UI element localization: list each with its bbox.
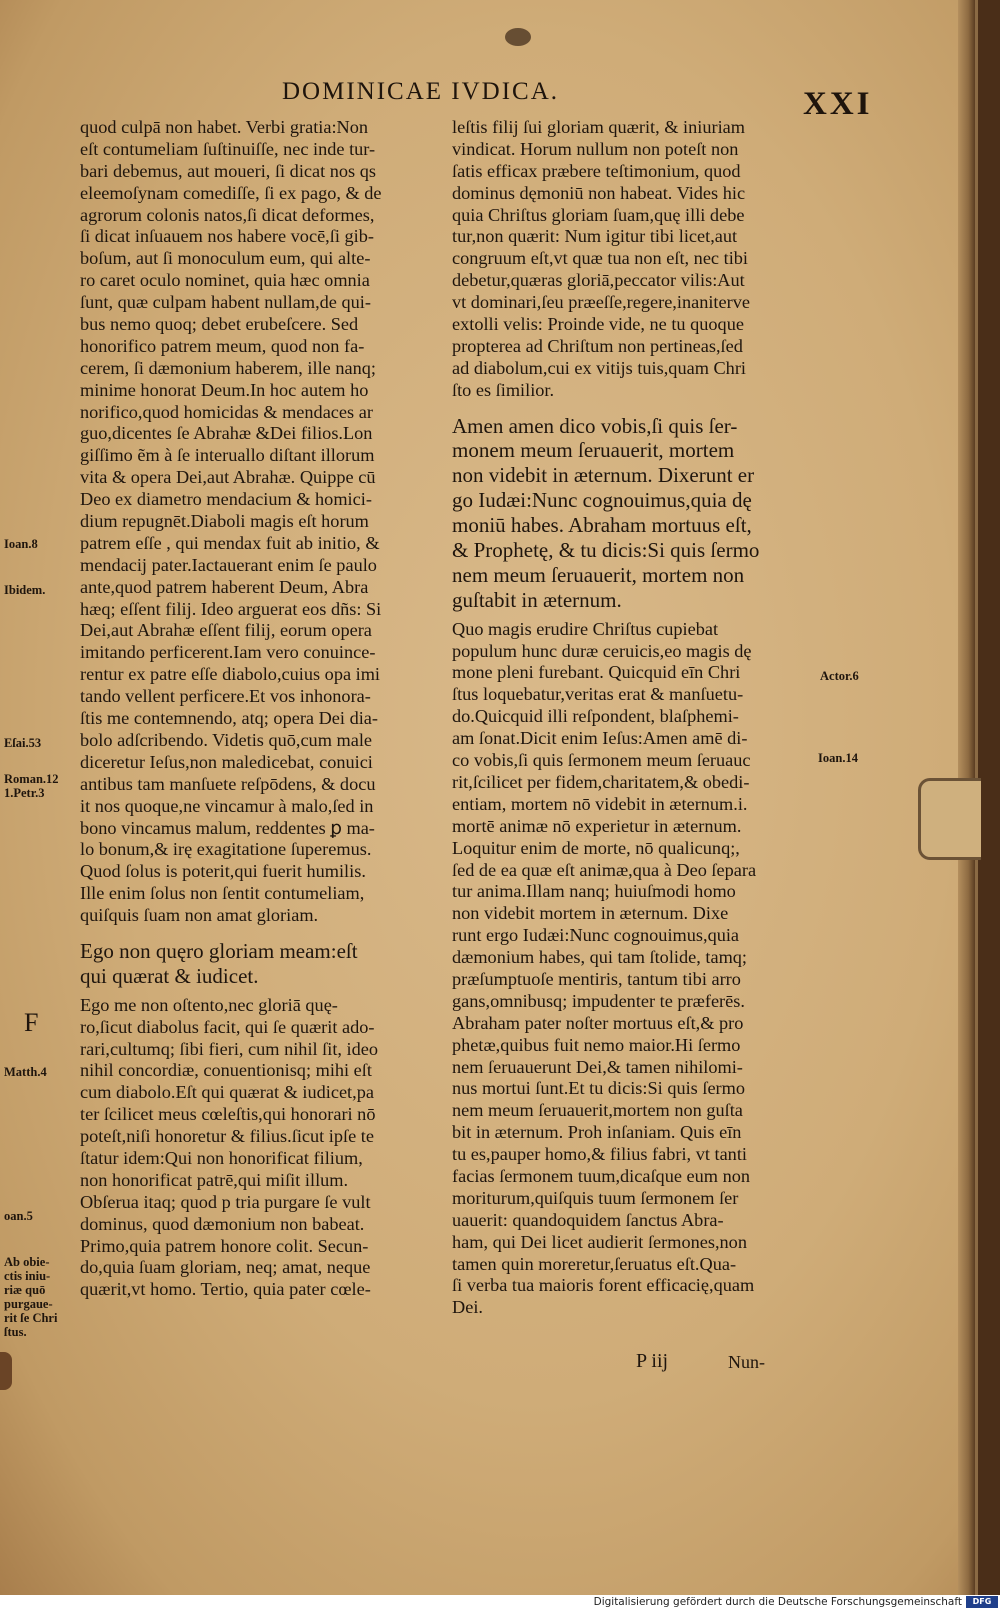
text-line: Deo ex diametro mendacium & homici- bbox=[80, 489, 372, 510]
text-line: Dei. bbox=[452, 1297, 483, 1318]
text-line: dæmonium habes, qui tam ſtolide, tamq; bbox=[452, 947, 748, 968]
text-line: Obſerua itaq; quod p tria purgare ſe vult bbox=[80, 1191, 371, 1212]
margin-note-line: rit ſe Chri bbox=[4, 1311, 58, 1325]
text-line: it nos quoque,ne vincamur à malo,ſed in bbox=[80, 795, 374, 816]
text-line: Quod ſolus is poterit,qui fuerit humilis. bbox=[80, 861, 366, 882]
lemma-line: go Iudæi:Nunc cognouimus,quia dę bbox=[452, 488, 752, 513]
text-line: ſunt, quæ culpam habent nullam,de qui- bbox=[80, 292, 371, 313]
text-line: Dei,aut Abrahæ eſſent filij, eorum opera bbox=[80, 620, 372, 641]
text-line: moriturum,quiſquis tuum ſermonem ſer bbox=[452, 1187, 739, 1208]
text-line: Quo magis erudire Chriſtus cupiebat bbox=[452, 618, 719, 639]
text-line: do.Quicquid illi reſpondent, blaſphemi- bbox=[452, 706, 739, 727]
text-line: ſi dicat inſuauem nos habere vocē,ſi gib- bbox=[80, 226, 374, 247]
text-line: eleemoſynam comediſſe, ſi ex pago, & de bbox=[80, 182, 382, 203]
text-line: ſtus loquebatur,veritas erat & manſuetu- bbox=[452, 684, 744, 705]
text-line: rari,cultumq; ſibi fieri, cum nihil ſit, ideo bbox=[80, 1038, 379, 1059]
text-line: ſed de ea quæ eſt animæ,qua à Deo ſepara bbox=[452, 859, 757, 880]
text-line: bolo adſcribendo. Videtis quō,cum male bbox=[80, 729, 373, 750]
text-line: propterea ad Chriſtum non pertineas,ſed bbox=[452, 335, 743, 356]
margin-note-ab-obiectis bbox=[4, 1255, 57, 1339]
text-line: antibus tam manſuete reſpōdens, & docu bbox=[80, 773, 376, 794]
right-paragraph-1 bbox=[452, 117, 797, 402]
left-column bbox=[80, 117, 425, 1301]
text-line: am ſonat.Dicit enim Ieſus:Amen amē di- bbox=[452, 728, 748, 749]
text-line: ro caret oculo nominet, quia hæc omnia bbox=[80, 270, 370, 291]
margin-note-line: ctis iniu- bbox=[4, 1269, 51, 1283]
margin-note-line: ſtus. bbox=[4, 1325, 27, 1339]
text-line: poteſt,niſi honoretur & filius.ſicut ipſe te bbox=[80, 1126, 374, 1147]
text-line: mone pleni furebant. Quicquid eīn Chri bbox=[452, 662, 741, 683]
text-line: vita & opera Dei,aut Abrahæ. Quippe cū bbox=[80, 467, 376, 488]
running-head: DOMINICAE IVDICA. bbox=[282, 78, 560, 105]
text-line: boſum, aut ſi monoculum eum, qui alte- bbox=[80, 248, 371, 269]
text-line: ſi verba tua maioris forent efficacię,quam bbox=[452, 1275, 755, 1296]
text-line: guo,dicentes ſe Abrahæ &Dei filios.Lon bbox=[80, 423, 373, 444]
text-line: quiſquis ſuam non amat gloriam. bbox=[80, 905, 319, 926]
text-line: tamen quin moreretur,ſeruatus eſt.Qua- bbox=[452, 1253, 737, 1274]
margin-letter-f: F bbox=[24, 1008, 39, 1037]
text-line: Ille enim ſolus non ſentit contumeliam, bbox=[80, 883, 365, 904]
text-line: bono vincamus malum, reddentes ꝑ ma- bbox=[80, 817, 375, 838]
left-lemma bbox=[80, 939, 425, 989]
text-line: diceretur Ieſus,non maledicebat, conuici bbox=[80, 751, 373, 772]
left-paragraph-1 bbox=[80, 117, 425, 927]
lemma-line: moniū habes. Abraham mortuus eſt, bbox=[452, 513, 752, 538]
text-line: vt dominari,ſeu præeſſe,regere,inaniterve bbox=[452, 292, 750, 313]
footer-bar bbox=[0, 1595, 1000, 1610]
text-line: extolli velis: Proinde vide, ne tu quoque bbox=[452, 314, 744, 335]
text-line: nus mortui ſunt.Et tu dicis:Si quis ſermo bbox=[452, 1078, 746, 1099]
text-line: dium repugnēt.Diaboli magis eſt horum bbox=[80, 511, 369, 532]
text-line: quærit,vt homo. Tertio, quia pater cœle- bbox=[80, 1279, 371, 1300]
text-line: entiam, mortem nō videbit in æternum.i. bbox=[452, 793, 748, 814]
text-line: rentur ex patre eſſe diabolo,cuius opa imi bbox=[80, 664, 381, 685]
text-line: uauerit: quandoquidem ſanctus Abra- bbox=[452, 1209, 724, 1230]
text-line: præſumptuoſe mentiris, tantum tibi arro bbox=[452, 968, 741, 989]
text-line: populum hunc duræ ceruicis,eo magis dę bbox=[452, 640, 752, 661]
lemma-line: & Prophetę, & tu dicis:Si quis ſermo bbox=[452, 538, 760, 563]
margin-note-ibidem: Ibidem. bbox=[4, 583, 46, 597]
margin-note-actor6: Actor.6 bbox=[820, 669, 859, 683]
text-line: nem meum ſeruauerit,mortem non guſta bbox=[452, 1100, 743, 1121]
margin-note-ioan8: Ioan.8 bbox=[4, 537, 38, 551]
dfg-logo: DFG bbox=[966, 1596, 998, 1608]
text-line: do,quia ſuam gloriam, neq; amat, neque bbox=[80, 1257, 371, 1278]
text-line: Abraham pater noſter mortuus eſt,& pro bbox=[452, 1012, 744, 1033]
text-line: quia Chriſtus gloriam ſuam,quę illi debe bbox=[452, 204, 745, 225]
text-line: vindicat. Horum nullum non poteſt non bbox=[452, 138, 739, 159]
margin-note-roman12: Roman.12 bbox=[4, 772, 59, 786]
catchword: Nun- bbox=[728, 1352, 765, 1372]
text-line: dominus dęmoniū non habeat. Vides hic bbox=[452, 182, 746, 203]
text-line: tu es,pauper homo,& filius fabri, vt tanti bbox=[452, 1144, 747, 1165]
text-line: bit in æternum. Proh inſaniam. Quis eīn bbox=[452, 1122, 742, 1143]
right-paragraph-2 bbox=[452, 619, 797, 1320]
text-line: bus nemo quoq; debet erubeſcere. Sed bbox=[80, 314, 359, 335]
text-line: imitando perficerent.Iam vero conuince- bbox=[80, 642, 376, 663]
text-line: bari debemus, aut moueri, ſi dicat nos qs bbox=[80, 160, 376, 181]
footer-credit: Digitalisierung gefördert durch die Deutsche Forschungsgemeinschaft bbox=[593, 1596, 962, 1608]
lemma-line: nem meum ſeruauerit, mortem non bbox=[452, 562, 745, 587]
text-line: cum diabolo.Eſt qui quærat & iudicet,pa bbox=[80, 1082, 374, 1103]
lemma-line: non videbit in æternum. Dixerunt er bbox=[452, 463, 755, 488]
text-line: ham, qui Dei licet audierit ſermones,non bbox=[452, 1231, 747, 1252]
text-line: lo bonum,& irę exagitatione ſuperemus. bbox=[80, 839, 372, 860]
text-line: ter ſcilicet meus cœleſtis,qui honorari nō bbox=[80, 1104, 376, 1125]
ink-stain bbox=[505, 28, 531, 46]
text-line: nem ſeruauerunt Dei,& tamen nihilomi- bbox=[452, 1056, 743, 1077]
text-line: norifico,quod homicidas & mendaces ar bbox=[80, 401, 373, 422]
text-line: agrorum colonis natos,ſi dicat deformes, bbox=[80, 204, 375, 225]
text-line: debetur,quæras gloriā,peccator vilis:Aut bbox=[452, 270, 745, 291]
right-lemma bbox=[452, 414, 797, 613]
text-line: tur,non quærit: Num igitur tibi licet,aut bbox=[452, 226, 738, 247]
text-line: minime honorat Deum.In hoc autem ho bbox=[80, 379, 369, 400]
lemma-line: monem meum ſeruauerit, mortem bbox=[452, 438, 735, 463]
text-line: phetæ,quibus fuit nemo maior.Hi ſermo bbox=[452, 1034, 741, 1055]
text-line: mortē animæ nō experietur in æternum. bbox=[452, 815, 742, 836]
text-line: honorifico patrem meum, quod non fa- bbox=[80, 335, 365, 356]
text-line: ſto es ſimilior. bbox=[452, 379, 555, 400]
lemma-line: Ego non quęro gloriam meam:eſt bbox=[80, 938, 358, 963]
margin-note-matth4: Matth.4 bbox=[4, 1065, 47, 1079]
text-line: Primo,quia patrem honore colit. Secun- bbox=[80, 1235, 369, 1256]
text-line: Loquitur enim de morte, nō qualicunq;, bbox=[452, 837, 740, 858]
margin-note-line: purgaue- bbox=[4, 1297, 53, 1311]
margin-stain bbox=[0, 1352, 12, 1390]
text-line: non honorificat patrē,qui miſit illum. bbox=[80, 1169, 349, 1190]
lemma-line: guſtabit in æternum. bbox=[452, 587, 622, 612]
text-line: runt ergo Iudæi:Nunc cognouimus,quia bbox=[452, 925, 740, 946]
text-line: tando vellent perficere.Et vos inhonora- bbox=[80, 686, 371, 707]
text-line: nihil concordiæ, conuentionisq; mihi eſt bbox=[80, 1060, 372, 1081]
text-line: ad diabolum,cui ex vitijs tuis,quam Chri bbox=[452, 357, 746, 378]
text-line: ſatis efficax præbere teſtimonium, quod bbox=[452, 160, 741, 181]
text-line: tur anima.Illam nanq; huiuſmodi homo bbox=[452, 881, 736, 902]
text-line: co vobis,ſi quis ſermonem meum ſeruauc bbox=[452, 750, 751, 771]
folio-number: XXI bbox=[803, 86, 873, 122]
lemma-line: qui quærat & iudicet. bbox=[80, 963, 259, 988]
page-tab bbox=[918, 778, 981, 860]
text-line: giſſimo ẽm à ſe interuallo diſtant illorum bbox=[80, 445, 375, 466]
text-line: ante,quod patrem haberent Deum, Abra bbox=[80, 576, 369, 597]
margin-note-petr3: 1.Petr.3 bbox=[4, 786, 45, 800]
text-line: eſt contumeliam ſuſtinuiſſe, nec inde tur- bbox=[80, 138, 376, 159]
text-line: non videbit mortem in æternum. Dixe bbox=[452, 903, 729, 924]
text-line: facias ſermonem tuum,dicaſque eum non bbox=[452, 1165, 750, 1186]
text-line: Ego me non oſtento,nec gloriā quę- bbox=[80, 994, 338, 1015]
text-line: ſtatur idem:Qui non honorificat filium, bbox=[80, 1147, 363, 1168]
signature-mark: P iij bbox=[636, 1350, 669, 1372]
text-line: quod culpā non habet. Verbi gratia:Non bbox=[80, 117, 369, 137]
text-line: ro,ſicut diabolus facit, qui ſe quærit ado- bbox=[80, 1016, 375, 1037]
left-paragraph-2 bbox=[80, 995, 425, 1301]
margin-note-ioan5: oan.5 bbox=[4, 1209, 33, 1223]
text-line: mendacij pater.Iactauerant enim ſe paulo bbox=[80, 554, 377, 575]
margin-note-esai53: Eſai.53 bbox=[4, 736, 42, 750]
margin-note-line: Ab obie- bbox=[4, 1255, 50, 1269]
text-line: congruum eſt,vt quæ tua non eſt, nec tibi bbox=[452, 248, 748, 269]
text-line: ſtis me contemnendo, atq; opera Dei dia- bbox=[80, 708, 378, 729]
text-line: leſtis filij ſui gloriam quærit, & iniuriam bbox=[452, 117, 745, 137]
lemma-line: Amen amen dico vobis,ſi quis ſer- bbox=[452, 413, 738, 438]
text-line: rit,ſcilicet per fidem,charitatem,& obedi- bbox=[452, 771, 750, 792]
text-line: hæq; eſſent filij. Ideo arguerat eos dñs: Si bbox=[80, 598, 382, 619]
right-column bbox=[452, 117, 797, 1319]
text-line: dominus, quod dæmonium non babeat. bbox=[80, 1213, 365, 1234]
text-line: patrem eſſe , qui mendax fuit ab initio, & bbox=[80, 532, 380, 553]
text-line: cerem, ſi dæmonium haberem, ille nanq; bbox=[80, 357, 376, 378]
text-line: gans,omnibusq; impudenter te præferēs. bbox=[452, 990, 745, 1011]
margin-note-line: riæ quō bbox=[4, 1283, 46, 1297]
margin-note-ioan14: Ioan.14 bbox=[818, 751, 858, 765]
